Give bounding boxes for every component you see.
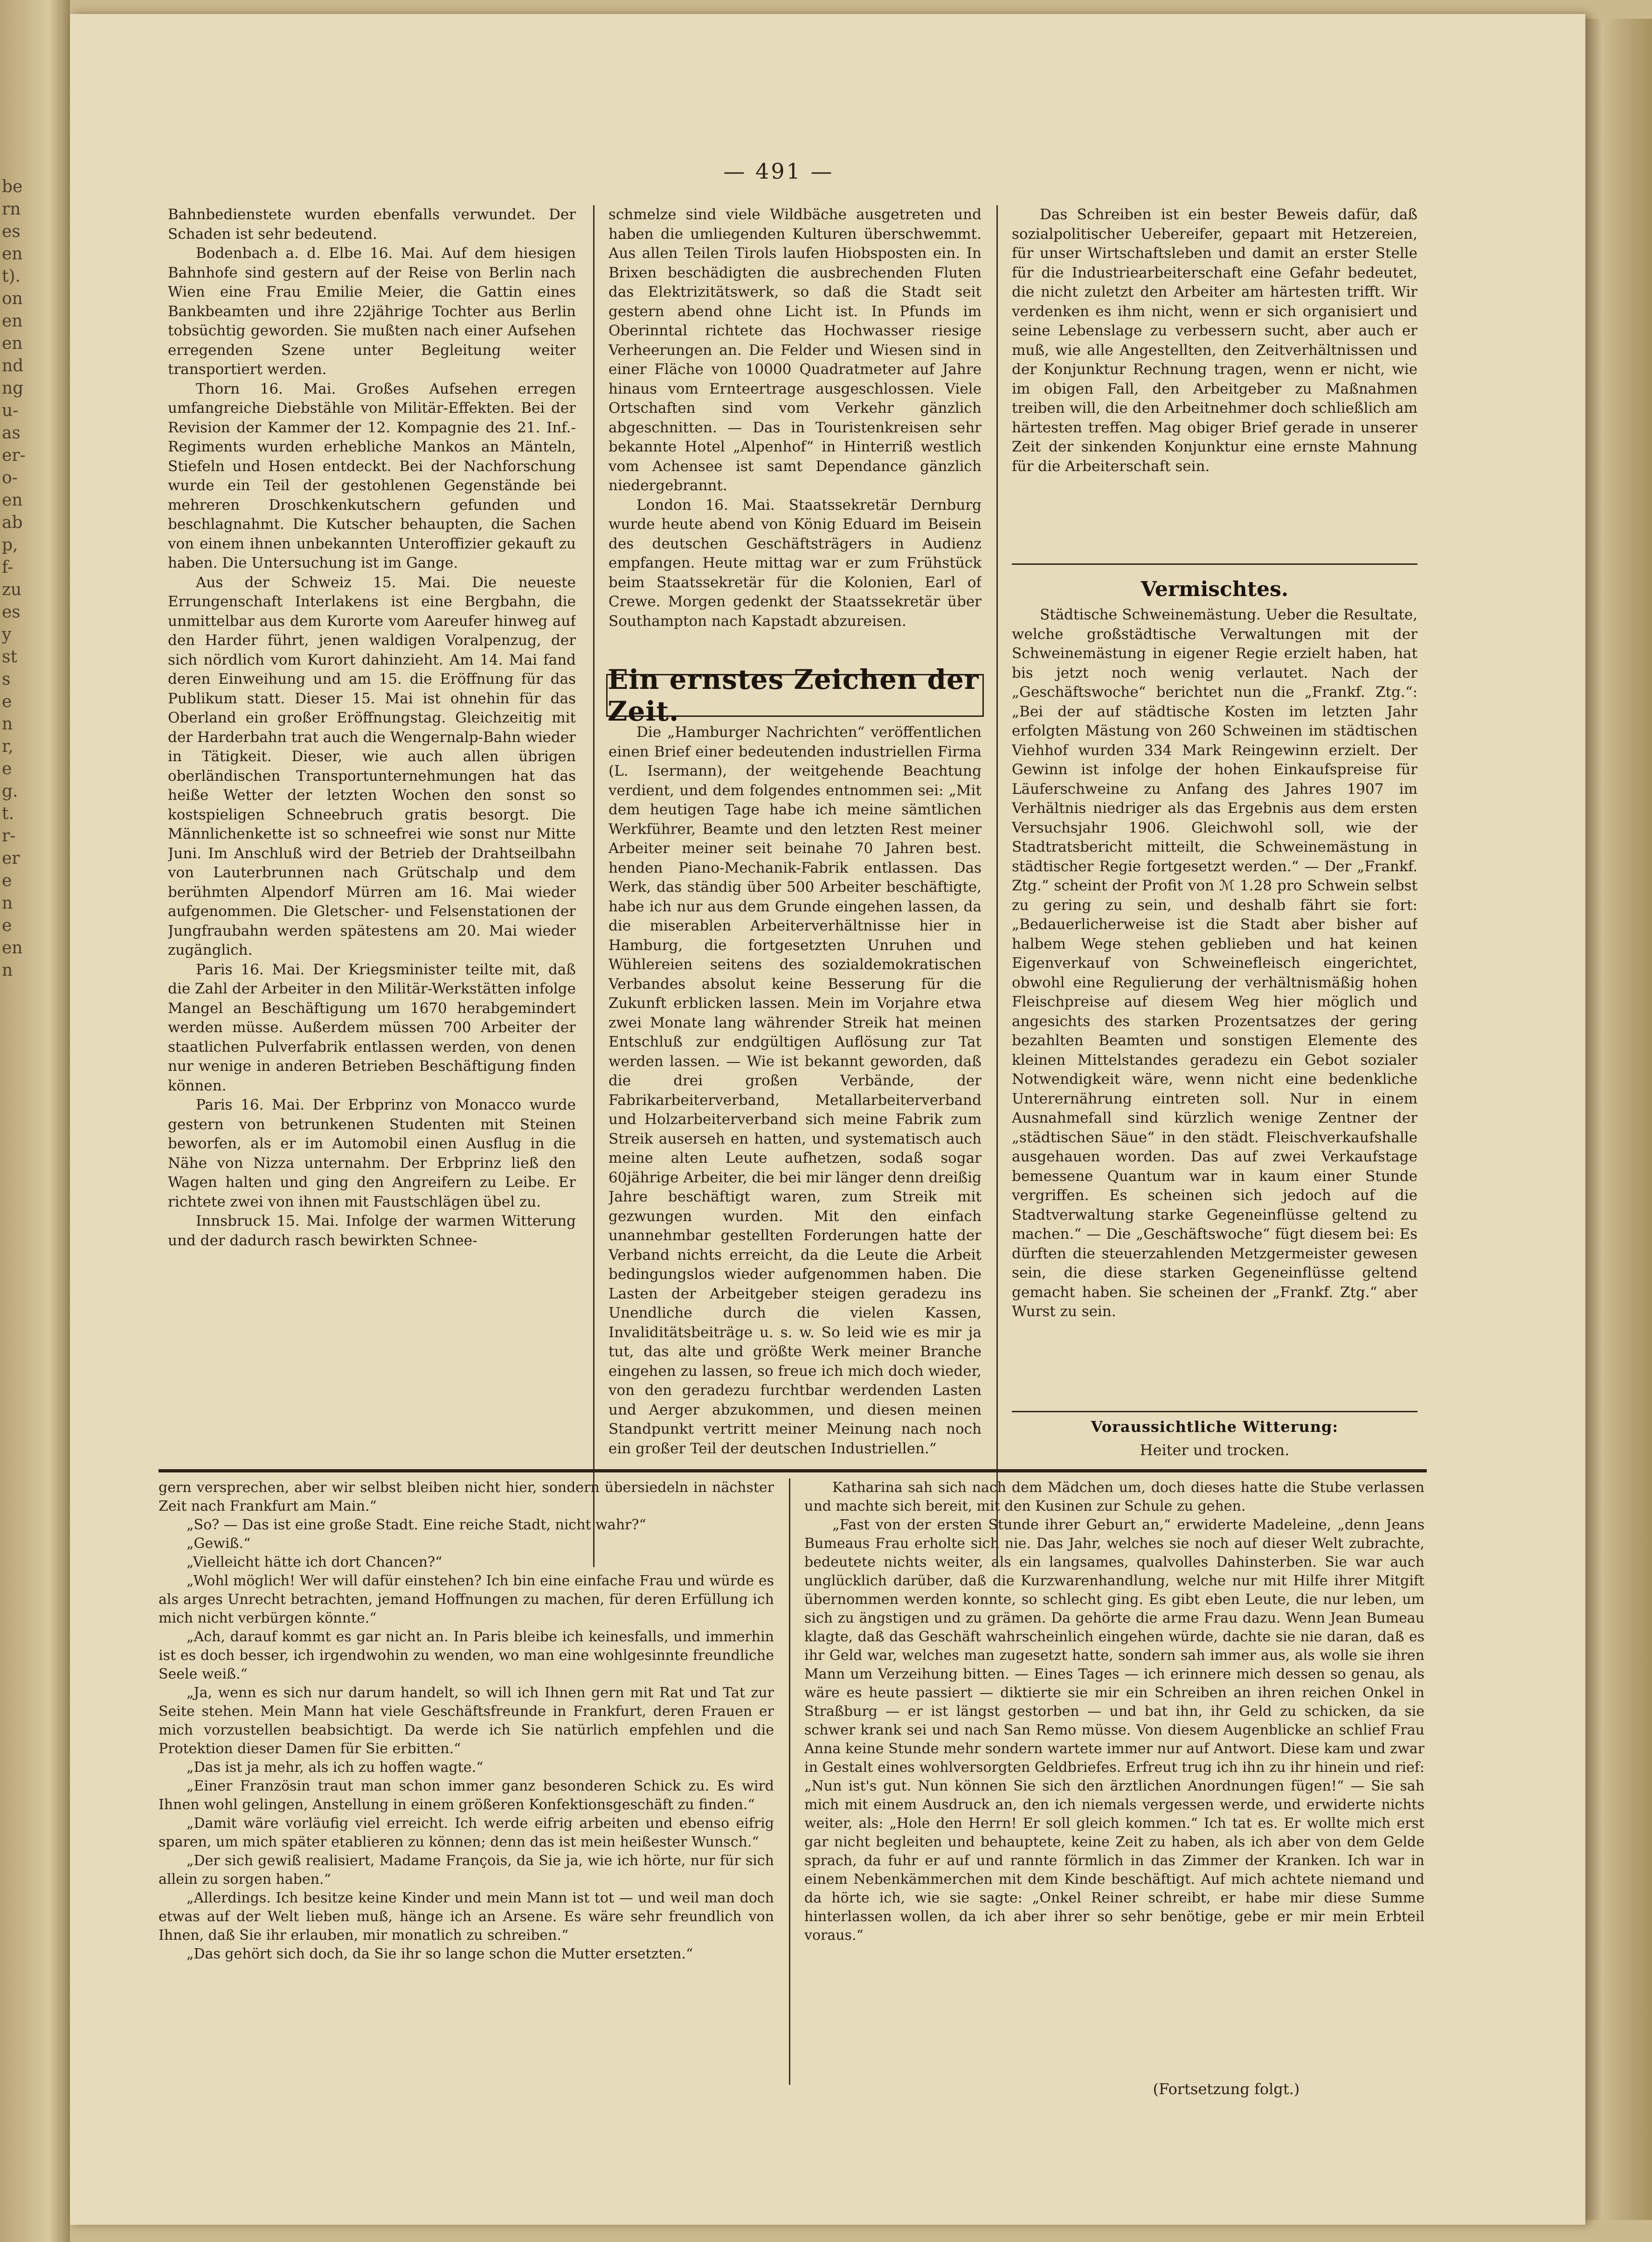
paragraph: Das Schreiben ist ein bester Beweis dafür, daß sozialpolitischer Uebereifer, gepaart mit Hetzereien, für unser Wirtschaftsleben und damit an erster Stelle für die Industriearbeiterschaft eine Gefahr bedeutet, die nicht zuletzt den Arbeiter am härtesten trifft. Wir verdenken es ihm nicht, wenn er sich organisiert und seine Lebenslage zu verbessern sucht, aber auch er muß, wie alle Angestellten, den Zeitverhältnissen und der Konjunktur Rechnung tragen, wenn er nicht, wie im obigen Fall, den Arbeitgeber zu Maßnahmen treiben will, die den Arbeitnehmer doch schließlich am härtesten treffen. Mag obiger Brief gerade in unserer Zeit der sinkenden Konjunktur eine ernste Mahnung für die Arbeiterschaft sein. (1012, 206, 1417, 475)
previous-page-fragment: t. (2, 804, 14, 823)
paragraph: Bahnbedienstete wurden ebenfalls verwundet. Der Schaden ist sehr bedeutend. (168, 206, 576, 243)
previous-page-fragment: u- (2, 401, 19, 420)
previous-page-fragment: en (2, 938, 23, 958)
feuilleton-left (159, 1478, 774, 2085)
paragraph: „Der sich gewiß realisiert, Madame François, da Sie ja, wie ich hörte, nur für sich allein zu sorgen haben.“ (159, 1853, 774, 1888)
paragraph: London 16. Mai. Staatssekretär Dernburg wurde heute abend von König Eduard im Beisein des deutschen Geschäftsträgers in Audienz empfangen. Heute mittag war er zum Frühstück beim Staatssekretär für die Kolonien, Earl of Crewe. Morgen gedenkt der Staatssekretär über Southampton nach Kapstadt abzureisen. (608, 496, 982, 630)
paragraph: Bodenbach a. d. Elbe 16. Mai. Auf dem hiesigen Bahnhofe sind gestern auf der Reise von Berlin nach Wien eine Frau Emilie Meier, die Gattin eines Bankbeamten und ihre 22jährige Tochter aus Berlin tobsüchtig geworden. Sie mußten nach einer Aufsehen erregenden Szene unter Begleitung weiter transportiert werden. (168, 245, 576, 378)
previous-page-fragment: o- (2, 468, 18, 487)
page-number: — 491 — (723, 159, 834, 184)
paragraph: Thorn 16. Mai. Großes Aufsehen erregen umfangreiche Diebstähle von Militär-Effekten. Bei der Revision der Kammer der 12. Kompagnie des 21. Inf.-Regiments wurden erhebliche Mankos an Mänteln, Stiefeln und Hosen entdeckt. Bei der Nachforschung wurde ein Teil der gestohlenen Gegenstände bei mehreren Droschkenkutschern gefunden und beschlagnahmt. Die Kutscher behaupten, die Sachen von einem ihnen unbekannten Unteroffizier gekauft zu haben. Die Untersuchung ist im Gange. (168, 380, 576, 571)
previous-page-fragment: en (2, 334, 23, 353)
article-heading: Ein ernstes Zeichen der Zeit. (606, 674, 984, 717)
previous-page-fragment: be (2, 177, 23, 196)
previous-page-fragment: er (2, 849, 20, 868)
paragraph: „Das ist ja mehr, als ich zu hoffen wagte.“ (187, 1759, 484, 1776)
column-2-article (608, 723, 982, 1567)
previous-page-fragment: st (2, 647, 17, 666)
previous-page-fragment: n (2, 715, 13, 734)
paragraph: „Fast von der ersten Stunde ihrer Geburt an,“ erwiderte Madeleine, „denn Jeans Bumeaus Frau erholte sich nie. Das Jahr, welches sie noch auf dieser Welt zubrachte, bedeutete nichts weiter, als ein langsames, qualvolles Dahinsterben. Sie war auch unglücklich darüber, daß die Kurzwarenhandlung, welche nur mit Hilfe ihrer Mitgift übernommen werden konnte, so schlecht ging. Es gibt eben Leute, die nur leben, um sich zu ängstigen und zu grämen. Da gehörte die arme Frau dazu. Wenn Jean Bumeau klagte, daß das Geschäft wahrscheinlich eingehen würde, dachte sie nie daran, daß es ihr Geld war, welches man zugesetzt hatte, sondern sah immer aus, als wolle sie ihren Mann um Verzeihung bitten. — Eines Tages — ich erinnere mich dessen so genau, als wäre es heute passiert — diktierte sie mir ein Schreiben an ihren reichen Onkel in Straßburg — er ist längst gestorben — und bat ihn, ihr Geld zu schicken, da sie schwer krank sei und nach San Remo müsse. Von diesem Augenblicke an schlief Frau Anna keine Stunde mehr sondern wartete immer nur auf Antwort. Diese kam und zwar in Gestalt eines wohlversorgten Geldbriefes. Erfreut trug ich ihn zu ihr hinein und rief: „Nun ist's gut. Nun können Sie sich den ärztlichen Anordnungen fügen!“ — Sie sah mich mit einem Ausdruck an, den ich niemals vergessen werde, und erwiderte nichts weiter, als: „Hole den Herrn! Er soll gleich kommen.“ Ich tat es. Er wollte mich erst gar nicht begleiten und behauptete, keine Zeit zu haben, als ich aber von dem Gelde sprach, da fuhr er auf und rannte förmlich in das Zimmer der Kranken. Ich war in einem Nebenkämmerchen mit dem Kinde beschäftigt. Auf mich achtete niemand und da hörte ich, wie sie sagte: „Onkel Reiner schreibt, er habe mir diese Summe hinterlassen wollen, da ich aber ihrer so sehr benötige, gebe er mir mein Erbteil voraus.“ (804, 1517, 1424, 1944)
paragraph: Die „Hamburger Nachrichten“ veröffentlichen einen Brief einer bedeutenden industriellen Firma (L. Isermann), der weitgehende Beachtung verdient, und dem folgendes entnommen sei: „Mit dem heutigen Tage habe ich meine sämtlichen Werkführer, Beamte und den letzten Rest meiner Arbeiter meiner seit beinahe 70 Jahren best. henden Piano-Mechanik-Fabrik entlassen. Das Werk, das ständig über 500 Arbeiter beschäftigte, habe ich nur aus dem Grunde eingehen lassen, da die miserablen Arbeiterverhältnisse hier in Hamburg, die fortgesetzten Unruhen und Wühlereien seitens des sozialdemokratischen Verbandes absolut keine Besserung für die Zukunft erblicken lassen. Mein im Vorjahre etwa zwei Monate lang währender Streik hat meinen Entschluß zur endgültigen Auflösung zur Tat werden lassen. — Wie ist bekannt geworden, daß die drei großen Verbände, der Fabrikarbeiterverband, Metallarbeiterverband und Holzarbeiterverband sich meine Fabrik zum Streik auserseh en hatten, und systematisch auch meine alten Leute aufhetzen, sodaß sogar 60jährige Arbeiter, die bei mir länger denn dreißig Jahre beschäftigt waren, zum Streik mit gezwungen wurden. Mit den einfach unannehmbar gestellten Forderungen hatte der Verband nichts erreicht, da die Leute die Arbeit bedingungslos wieder aufgenommen haben. Die Lasten der Arbeitgeber steigen geradezu ins Unendliche durch die vielen Kassen, Invaliditätsbeiträge u. s. w. So leid wie es mir ja tut, das alte und größte Werk meiner Branche eingehen zu lassen, so freue ich mich doch wieder, von den geradezu furchtbar werdenden Lasten und Aerger abzukommen, und diesen meinen Standpunkt vertritt meiner Meinung nach noch ein großer Teil der deutschen Industriellen.“ (608, 724, 982, 1457)
column-3-vermischtes (1012, 605, 1417, 1408)
previous-page-fragment: e (2, 692, 12, 711)
previous-page-fragment: er- (2, 446, 26, 465)
section-rule (1012, 563, 1417, 565)
previous-page-fragment: s (2, 670, 11, 689)
previous-page-fragment: g. (2, 782, 18, 801)
previous-page-fragment: e (2, 871, 12, 890)
previous-page-fragment: as (2, 423, 21, 443)
previous-page-edge (0, 0, 70, 2242)
previous-page-fragment: es (2, 222, 21, 241)
paragraph: „Allerdings. Ich besitze keine Kinder und mein Mann ist tot — und weil man doch etwas auf der Welt lieben muß, hänge ich an Arsene. Es wäre sehr freundlich von Ihnen, daß Sie ihr erlauben, mir monatlich zu schreiben.“ (159, 1890, 774, 1944)
previous-page-fragment: e (2, 916, 12, 935)
weather-rule-top (1012, 1411, 1417, 1412)
column-1 (168, 205, 576, 1572)
paragraph: „Damit wäre vorläufig viel erreicht. Ich werde eifrig arbeiten und ebenso eifrig sparen, um mich später etablieren zu können; denn das ist mein heißester Wunsch.“ (159, 1815, 774, 1850)
paragraph: Innsbruck 15. Mai. Infolge der warmen Witterung und der dadurch rasch bewirkten Schnee- (168, 1213, 576, 1249)
previous-page-fragment: e (2, 759, 12, 778)
paragraph: „Einer Französin traut man schon immer ganz besonderen Schick zu. Es wird Ihnen wohl gelingen, Anstellung in einem größeren Konfektionsgeschäft zu finden.“ (159, 1778, 774, 1813)
column-3-commentary (1012, 205, 1417, 560)
paragraph: „Gewiß.“ (187, 1535, 251, 1552)
paragraph: gern versprechen, aber wir selbst bleiben nicht hier, sondern übersiedeln in nächster Zeit nach Frankfurt am Main.“ (159, 1479, 774, 1514)
previous-page-fragment: rn (2, 200, 21, 219)
feuilleton-divider (159, 1469, 1427, 1472)
previous-page-fragment: en (2, 491, 23, 510)
paragraph: „So? — Das ist eine große Stadt. Eine reiche Stadt, nicht wahr?“ (187, 1517, 646, 1533)
previous-page-fragment: y (2, 625, 12, 644)
paragraph: „Vielleicht hätte ich dort Chancen?“ (187, 1554, 442, 1570)
paragraph: „Das gehört sich doch, da Sie ihr so lange schon die Mutter ersetzten.“ (187, 1946, 693, 1962)
weather-forecast: Heiter und trocken. (1140, 1441, 1290, 1459)
previous-page-fragment: en (2, 312, 23, 331)
feuilleton-right (804, 1478, 1424, 2080)
previous-page-fragment: nd (2, 356, 24, 375)
previous-page-fragment: es (2, 603, 21, 622)
paragraph: Katharina sah sich nach dem Mädchen um, doch dieses hatte die Stube verlassen und machte sich bereit, mit den Kusinen zur Schule zu gehen. (804, 1479, 1424, 1514)
previous-page-fragment: f- (2, 558, 14, 577)
previous-page-fragment: t). (2, 267, 21, 286)
next-page-edge (1585, 19, 1652, 2220)
previous-page-fragment: zu (2, 580, 22, 599)
previous-page-fragment: r- (2, 826, 16, 846)
previous-page-fragment: ab (2, 513, 23, 532)
section-title-vermischtes: Vermischtes. (1141, 577, 1289, 601)
previous-page-fragment: en (2, 244, 23, 264)
feuilleton-column-divider (789, 1478, 790, 2085)
previous-page-fragment: n (2, 961, 13, 980)
continuation-note: (Fortsetzung folgt.) (1153, 2080, 1300, 2098)
previous-page-fragment: on (2, 289, 23, 308)
paragraph: Paris 16. Mai. Der Kriegsminister teilte mit, daß die Zahl der Arbeiter in den Militär-Werkstätten infolge Mangel an Beschäftigung um 1670 herabgemindert werden müsse. Außerdem müssen 700 Arbeiter der staatlichen Pulverfabrik entlassen werden, von denen nur wenige in anderen Betrieben Beschäftigung finden können. (168, 961, 576, 1094)
previous-page-fragment: r, (2, 737, 14, 756)
paragraph: schmelze sind viele Wildbäche ausgetreten und haben die umliegenden Kulturen überschwemmt. Aus allen Teilen Tirols laufen Hiobsposten ein. In Brixen beschädigten die ausbrechenden Fluten das Elektrizitätswerk, so daß die Stadt seit gestern abend ohne Licht ist. In Pfunds im Oberinntal richtete das Hochwasser riesige Verheerungen an. Die Felder und Wiesen sind in einer Fläche von 10000 Quadratmeter auf Jahre hinaus vom Ernteertrage ausgeschlossen. Viele Ortschaften sind vom Verkehr gänzlich abgeschnitten. — Das in Touristenkreisen sehr bekannte Hotel „Alpenhof“ in Hinterriß westlich vom Achensee ist samt Dependance gänzlich niedergebrannt. (608, 206, 982, 494)
paragraph: Paris 16. Mai. Der Erbprinz von Monacco wurde gestern von betrunkenen Studenten mit Steinen beworfen, als er im Automobil einen Ausflug in die Nähe von Nizza unternahm. Der Erbprinz ließ den Wagen halten und ging den Angreifern zu Leibe. Er richtete zwei von ihnen mit Faustschlägen übel zu. (168, 1097, 576, 1210)
column-2-news (608, 205, 982, 665)
paragraph: Städtische Schweinemästung. Ueber die Resultate, welche großstädtische Verwaltungen mit der Schweinemästung in eigener Regie erzielt haben, hat bis jetzt noch wenig verlautet. Nach der „Geschäftswoche“ berichtet nun die „Frankf. Ztg.“: „Bei der auf städtische Kosten im letzten Jahr erfolgten Mästung von 260 Schweinen im städtischen Viehhof wurden 334 Mark Reingewinn erzielt. Der Gewinn ist infolge der hohen Einkaufspreise für Läuferschweine zu Anfang des Jahres 1907 im Verhältnis niedriger als das Ergebnis aus dem ersten Versuchsjahr 1906. Gleichwohl soll, wie der Stadtratsbericht mitteilt, die Schweinemästung in städtischer Regie fortgesetzt werden.“ — Der „Frankf. Ztg.“ scheint der Profit von ℳ 1.28 pro Schwein selbst zu gering zu sein, und deshalb fährt sie fort: „Bedauerlicherweise ist die Stadt aber bisher auf halbem Wege stehen geblieben und hat keinen Eigenverkauf von Schweinefleisch eingerichtet, obwohl eine Regulierung der verhältnismäßig hohen Fleischpreise auf diesem Weg hier möglich und angesichts des starken Prozentsatzes der gering bezahlten Beamten und sonstigen Elemente des kleinen Mittelstandes geradezu ein Gebot sozialer Notwendigkeit wäre, wenn nicht eine bedenkliche Unterernährung eintreten soll. Nur in einem Ausnahmefall sind kürzlich wenige Zentner der „städtischen Säue“ in den städt. Fleischverkaufshalle ausgehauen worden. Das auf zwei Verkaufstage bemessene Quantum war in kaum einer Stunde vergriffen. Es scheinen sich jedoch auf die Stadtverwaltung starke Gegeneinflüsse geltend zu machen.“ — Die „Geschäftswoche“ fügt diesem bei: Es dürften die steuerzahlenden Metzgermeister gewesen sein, die diese starken Gegeneinflüsse geltend gemacht haben. Sie scheinen der „Frankf. Ztg.“ aber Wurst zu sein. (1012, 606, 1417, 1320)
weather-title: Voraussichtliche Witterung: (1091, 1418, 1339, 1436)
column-divider-1 (593, 205, 594, 1567)
previous-page-fragment: n (2, 894, 13, 913)
previous-page-fragment: ng (2, 379, 24, 398)
paragraph: „Ja, wenn es sich nur darum handelt, so will ich Ihnen gern mit Rat und Tat zur Seite stehen. Mein Mann hat viele Geschäftsfreunde in Frankfurt, deren Frauen er mich vorzustellen beabsichtigt. Da werde ich Sie natürlich empfehlen und die Protektion dieser Damen für Sie erbitten.“ (159, 1685, 774, 1757)
paragraph: „Wohl möglich! Wer will dafür einstehen? Ich bin eine einfache Frau und würde es als arges Unrecht betrachten, jemand Hoffnungen zu machen, für deren Erfüllung ich mich nicht verbürgen könnte.“ (159, 1573, 774, 1626)
paragraph: „Ach, darauf kommt es gar nicht an. In Paris bleibe ich keinesfalls, und immerhin ist es doch besser, ich irgendwohin zu wenden, wo man eine wohlgesinnte freundliche Seele weiß.“ (159, 1629, 774, 1682)
column-divider-2 (996, 205, 998, 1567)
paragraph: Aus der Schweiz 15. Mai. Die neueste Errungenschaft Interlakens ist eine Bergbahn, die unmittelbar aus dem Kurorte vom Aareufer hinweg auf den Harder führt, jenen waldigen Voralpenzug, der sich nördlich vom Kurort dahinzieht. Am 14. Mai fand deren Einweihung und am 15. die Eröffnung für das Publikum statt. Dieser 15. Mai ist ohnehin für das Oberland ein großer Eröffnungstag. Gleichzeitig mit der Harderbahn trat auch die Wengernalp-Bahn wieder in Tätigkeit. Dieser, wie auch allen übrigen oberländischen Transportunternehmungen hat das heiße Wetter der letzten Wochen den sonst so kostspieligen Schneebruch gratis besorgt. Die Männlichenkette ist so schneefrei wie sonst nur Mitte Juni. Im Anschluß wird der Betrieb der Drahtseilbahn von Lauterbrunnen nach Grütschalp und dem berühmten Alpendorf Mürren am 16. Mai wieder aufgenommen. Die Gletscher- und Felsenstationen der Jungfraubahn werden spätestens am 20. Mai wieder zugänglich. (168, 574, 576, 958)
previous-page-fragment: p, (2, 535, 18, 555)
